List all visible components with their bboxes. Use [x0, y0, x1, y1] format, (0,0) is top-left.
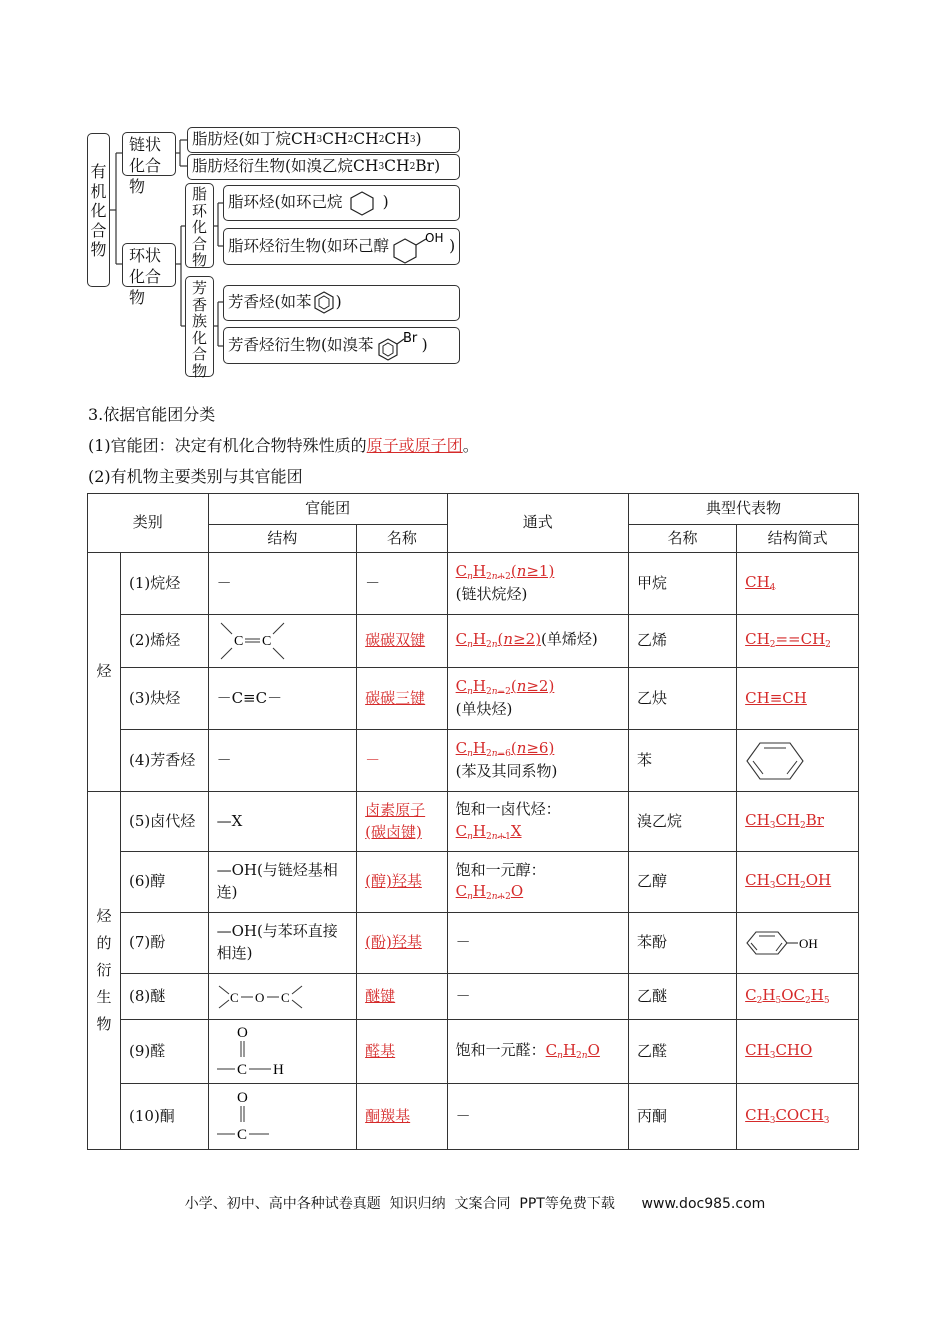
header-structure: 结构 — [208, 525, 357, 553]
svg-text:C: C — [229, 989, 239, 1005]
table-row — [88, 1020, 859, 1084]
row-group-name-text: 卤素原子 — [365, 800, 426, 819]
cyclohexanol-icon — [389, 230, 449, 264]
row-simple-formula: $C_2H_5OC_2H_5$ — [737, 974, 859, 1020]
table-row — [88, 730, 859, 792]
tree-ring-box — [122, 243, 176, 307]
row-group-name-text: 醚键 — [365, 986, 396, 1005]
row-simple-formula — [737, 668, 859, 730]
row-formula: － — [447, 974, 628, 1020]
row-group-name: － — [357, 553, 448, 615]
row-simple-formula — [737, 730, 859, 792]
tree-root-label: 有机化合物 — [90, 162, 107, 260]
row-category: (8)醚 — [121, 974, 209, 1020]
tree-chain-box — [122, 132, 176, 196]
bromobenzene-icon — [374, 329, 422, 363]
header-formula: 通式 — [447, 494, 628, 553]
cyclohexanol-oh-label: OH — [425, 230, 444, 245]
row-group-name-text: － — [365, 750, 381, 769]
leaf1-text: 脂肪烃(如丁烷CH — [192, 130, 317, 149]
row-category: (1)烷烃 — [121, 553, 209, 615]
header-typical: 典型代表物 — [628, 494, 858, 525]
row-category: (3)炔烃 — [121, 668, 209, 730]
row-typical-name: 苯酚 — [628, 913, 736, 974]
row-simple-formula: $CH_3COCH_3$ — [737, 1084, 859, 1150]
row-structure: － — [208, 730, 357, 792]
tree-leaf-alicyclic-hydrocarbon: 脂环烃(如环己烷 ) — [223, 185, 460, 221]
svg-text:C: C — [236, 1061, 247, 1078]
svg-text:O: O — [236, 1024, 248, 1041]
row-formula-note: 饱和一元醇： — [455, 860, 546, 879]
row-simple-formula: $CH_3CHO$ — [737, 1020, 859, 1084]
benzene-icon — [312, 289, 336, 317]
table-row — [88, 615, 859, 668]
row-structure — [208, 1084, 357, 1150]
row-typical-name: 丙酮 — [628, 1084, 736, 1150]
row-group-name-text: (醇)羟基 — [365, 872, 422, 891]
row-formula-note: 饱和一元醛： — [455, 1040, 546, 1059]
page-footer: 小学、初中、高中各种试卷真题 知识归纳 文案合同 PPT等免费下载 www.doc985.com — [184, 1196, 766, 1212]
row-category: (10)酮 — [121, 1084, 209, 1150]
row-group-name — [357, 852, 448, 913]
tree-aromatic-label: 芳香族化合物 — [191, 279, 207, 380]
row-group-name-text-2: (碳卤键) — [365, 822, 422, 841]
row-simple-formula: $CH_3CH_2OH$ — [737, 852, 859, 913]
alkene-structure-icon — [217, 618, 289, 664]
row-simple-formula: $CH_4$ — [737, 553, 859, 615]
row-formula: $C_nH_{2n+2}(n\ge 1)$ (链状烷烃) — [447, 553, 628, 615]
row-simple-formula-text: CH≡CH — [745, 688, 807, 707]
header-typical-name: 名称 — [628, 525, 736, 553]
svg-text:O: O — [236, 1089, 248, 1106]
header-category: 类别 — [88, 494, 209, 553]
para1-prefix: (1)官能团：决定有机化合物特殊性质的 — [88, 436, 367, 455]
row-structure: —OH(与苯环直接相连) — [208, 913, 357, 974]
phenol-structure-icon — [745, 928, 829, 958]
row-structure — [208, 1020, 357, 1084]
table-row — [88, 553, 859, 615]
svg-text:H: H — [272, 1061, 284, 1078]
para1-answer: 原子或原子团 — [366, 436, 463, 455]
section-heading: 3.依据官能团分类 — [88, 405, 216, 424]
svg-text:C: C — [236, 1126, 247, 1143]
group-derivative — [88, 792, 121, 1150]
row-structure: － — [208, 553, 357, 615]
phenol-oh-label: OH — [799, 936, 818, 951]
table-row — [88, 974, 859, 1020]
row-formula: 饱和一元醛：$C_nH_{2n}O$ — [447, 1020, 628, 1084]
row-group-name — [357, 615, 448, 668]
row-structure — [208, 974, 357, 1020]
table-header-row-1 — [88, 494, 859, 525]
row-formula: $C_nH_{2n}(n\ge 2)$(单烯烃) — [447, 615, 628, 668]
header-group-name: 名称 — [357, 525, 448, 553]
section-para-1 — [88, 433, 479, 456]
row-group-name — [357, 1084, 448, 1150]
tree-leaf-aromatic-derivative: 芳香烃衍生物(如溴苯 Br ) — [223, 327, 460, 364]
row-typical-name: 乙烯 — [628, 615, 736, 668]
row-group-name — [357, 792, 448, 852]
row-typical-name: 乙醚 — [628, 974, 736, 1020]
row-formula-note: (苯及其同系物) — [455, 762, 558, 781]
aldehyde-structure-icon — [217, 1023, 307, 1081]
tree-chain-label: 链状化合物 — [129, 135, 162, 196]
row-group-name-text: (酚)羟基 — [365, 933, 422, 952]
row-group-name — [357, 913, 448, 974]
group-derivative-label: 烃的衍生物 — [96, 907, 112, 1033]
row-group-name-text: 碳碳双键 — [365, 631, 426, 650]
tree-alicyclic-box — [185, 183, 214, 268]
row-group-name-text: 碳碳三键 — [365, 688, 426, 707]
row-category: (5)卤代烃 — [121, 792, 209, 852]
bromobenzene-br-label: Br — [402, 330, 417, 346]
row-structure: —OH(与链烃基相连) — [208, 852, 357, 913]
row-simple-formula: $CH_3CH_2Br$ — [737, 792, 859, 852]
table-row — [88, 1084, 859, 1150]
row-group-name-text: 醛基 — [365, 1041, 396, 1060]
row-category: (2)烯烃 — [121, 615, 209, 668]
svg-text:C: C — [261, 634, 271, 649]
row-typical-name: 苯 — [628, 730, 736, 792]
benzene-structure-icon — [745, 739, 805, 783]
row-simple-formula — [737, 913, 859, 974]
leaf5-text: 芳香烃(如苯 — [228, 293, 312, 312]
row-structure — [208, 615, 357, 668]
leaf3-text: 脂环烃(如环己烷 — [228, 193, 343, 212]
row-formula-note: 饱和一卤代烃： — [455, 800, 561, 819]
row-group-name-text: 酮羰基 — [365, 1106, 411, 1125]
svg-text:C: C — [233, 634, 243, 649]
row-formula-note: (单炔烃) — [455, 700, 513, 719]
table-row — [88, 668, 859, 730]
header-functional-group: 官能团 — [208, 494, 447, 525]
table-row — [88, 913, 859, 974]
row-typical-name: 乙炔 — [628, 668, 736, 730]
row-group-name — [357, 1020, 448, 1084]
row-group-name — [357, 974, 448, 1020]
leaf6-text: 芳香烃衍生物(如溴苯 — [228, 335, 374, 354]
leaf4-text: 脂环烃衍生物(如环己醇 — [228, 236, 390, 255]
table-row — [88, 792, 859, 852]
ether-structure-icon — [217, 980, 307, 1014]
table-row — [88, 852, 859, 913]
row-formula: $C_nH_{2n-2}(n\ge 2)$ (单炔烃) — [447, 668, 628, 730]
row-category: (6)醇 — [121, 852, 209, 913]
row-typical-name: 溴乙烷 — [628, 792, 736, 852]
row-formula: 饱和一元醇： $C_nH_{2n+2}O$ — [447, 852, 628, 913]
tree-root-box — [87, 133, 110, 287]
svg-text:C: C — [280, 989, 290, 1005]
section-para-2: (2)有机物主要类别与其官能团 — [88, 467, 303, 486]
row-structure: —X — [208, 792, 357, 852]
row-category: (7)酚 — [121, 913, 209, 974]
header-simple-formula: 结构简式 — [737, 525, 859, 553]
tree-leaf-aliphatic-derivative: 脂肪烃衍生物(如溴乙烷CH 3 CH 2 Br) — [187, 154, 460, 180]
tree-leaf-alicyclic-derivative: 脂环烃衍生物(如环己醇 OH ) — [223, 228, 460, 265]
row-structure: －C≡C－ — [208, 668, 357, 730]
row-simple-formula: $CH_2==CH_2$ — [737, 615, 859, 668]
row-typical-name: 甲烷 — [628, 553, 736, 615]
tree-aromatic-box — [185, 276, 214, 380]
tree-ring-label: 环状化合物 — [129, 246, 162, 307]
row-category: (4)芳香烃 — [121, 730, 209, 792]
row-typical-name: 乙醇 — [628, 852, 736, 913]
group-hydrocarbon: 烃 — [88, 553, 121, 792]
row-typical-name: 乙醛 — [628, 1020, 736, 1084]
cyclohexane-icon — [347, 189, 377, 217]
row-formula: － — [447, 913, 628, 974]
tree-alicyclic-label: 脂环化合物 — [191, 185, 207, 269]
row-category: (9)醛 — [121, 1020, 209, 1084]
row-formula: － — [447, 1084, 628, 1150]
svg-text:O: O — [254, 989, 264, 1005]
leaf2-text: 脂肪烃衍生物(如溴乙烷CH — [192, 157, 379, 176]
ketone-structure-icon — [217, 1088, 307, 1146]
row-formula: $C_nH_{2n-6}(n\ge 6)$ (苯及其同系物) — [447, 730, 628, 792]
para1-suffix: 。 — [462, 436, 479, 455]
row-formula-note: (链状烷烃) — [455, 585, 528, 604]
tree-leaf-aliphatic-hydrocarbon: 脂肪烃(如丁烷CH 3 CH 2 CH 2 CH 3 ) — [187, 127, 460, 153]
row-formula: 饱和一卤代烃： $C_nH_{2n+1}X$ — [447, 792, 628, 852]
row-formula-note: (单烯烃) — [541, 630, 598, 649]
tree-leaf-aromatic-hydrocarbon: 芳香烃(如苯 ) — [223, 285, 460, 321]
functional-group-table — [87, 493, 859, 1150]
row-group-name — [357, 668, 448, 730]
row-group-name — [357, 730, 448, 792]
